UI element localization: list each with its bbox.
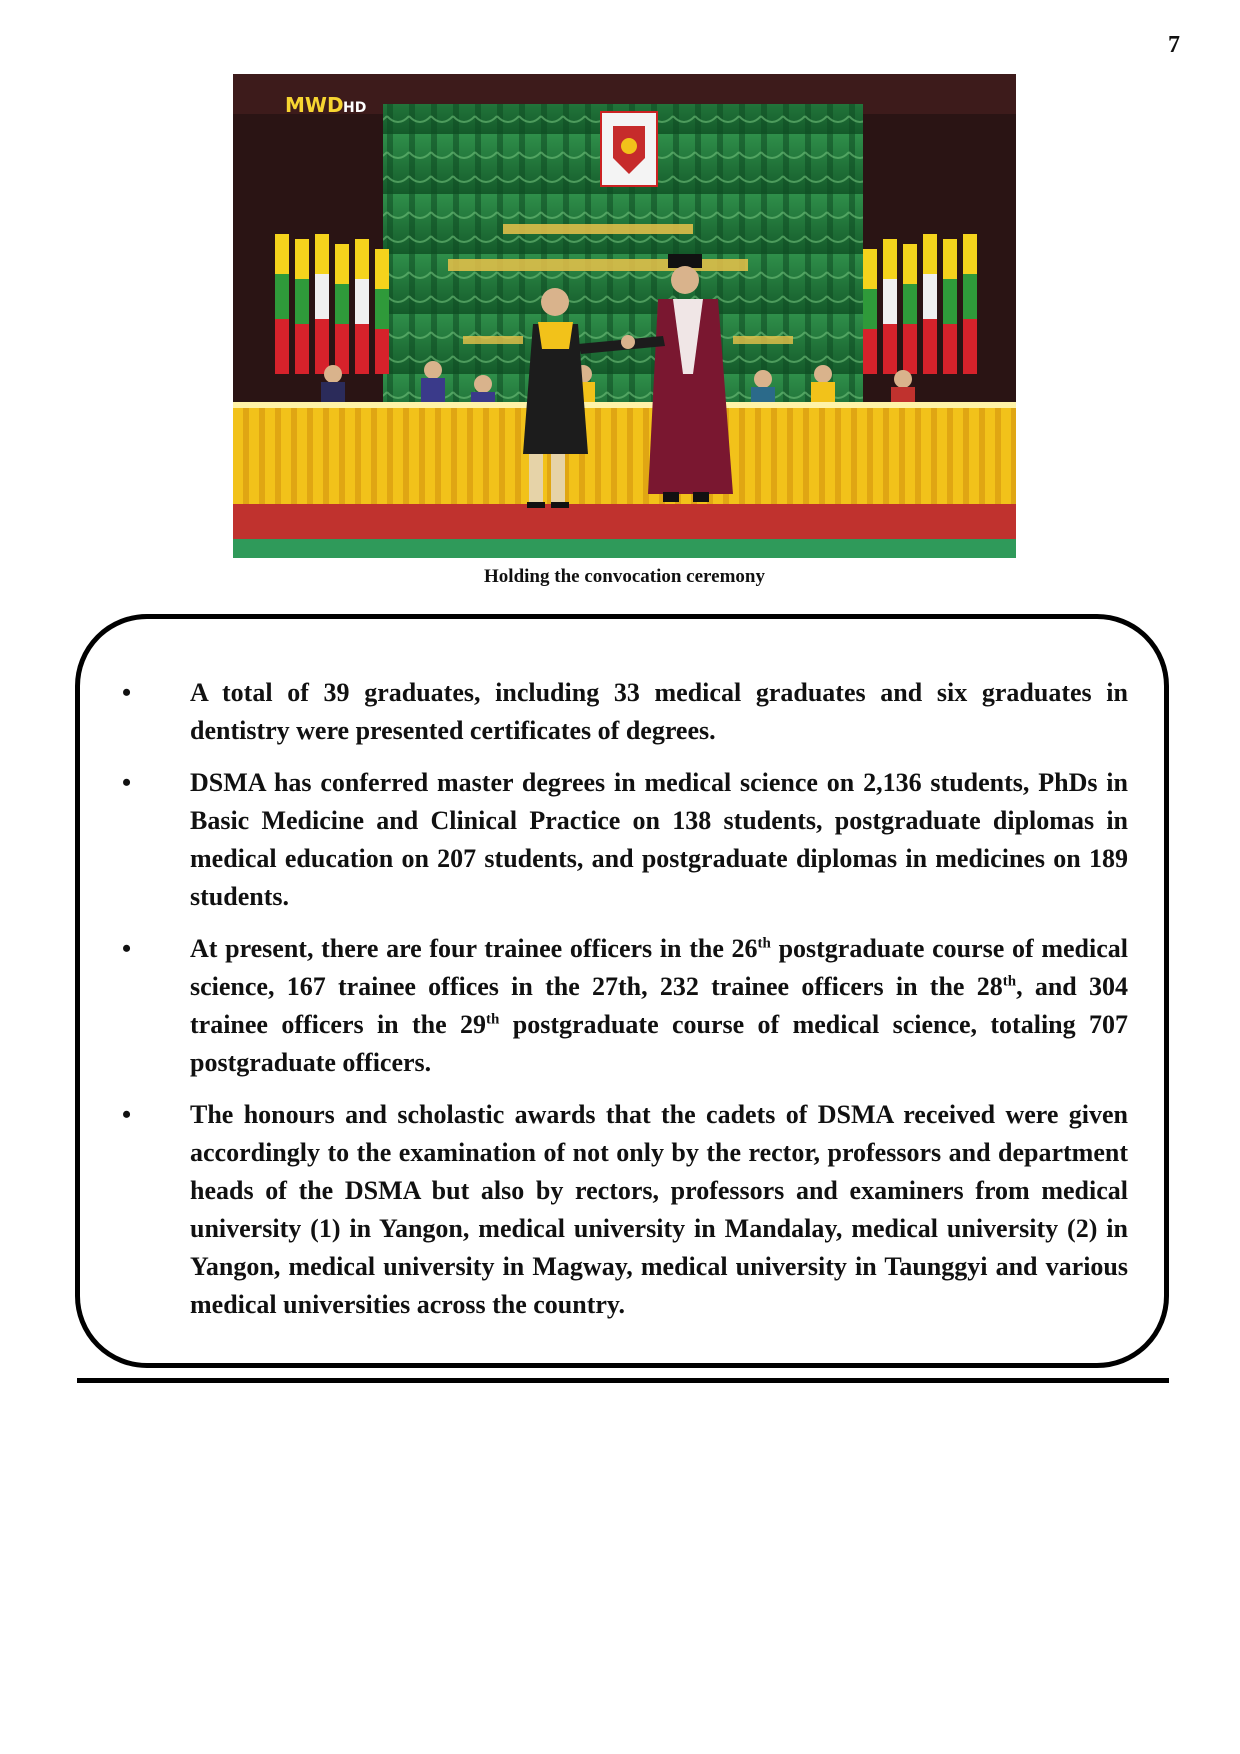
bullet-text-part: postgraduate course of medical science, 167 trainee offices in the 27th, 232 trainee officers in the 28 <box>190 934 1128 1001</box>
bullet-text <box>190 930 1128 1082</box>
list-item <box>116 1096 1128 1324</box>
page-number: 7 <box>1168 32 1180 58</box>
ordinal-suffix: th <box>1002 973 1017 990</box>
bullet-text: A total of 39 graduates, including 33 medical graduates and six graduates in dentistry were presented certificates of degrees. <box>190 678 1128 745</box>
bullet-list <box>116 674 1128 1338</box>
bullet-icon: • <box>122 768 132 797</box>
bullet-text-part: postgraduate course of medical science, totaling 707 postgraduate officers. <box>190 1010 1128 1077</box>
svg-text:MWD: MWD <box>285 93 344 117</box>
summary-box <box>75 614 1169 1368</box>
svg-text:HD: HD <box>343 100 367 116</box>
list-item <box>116 764 1128 916</box>
horizontal-divider <box>77 1378 1169 1383</box>
bullet-icon: • <box>122 678 132 707</box>
bullet-text-part: , and 304 trainee officers in the 29 <box>190 972 1128 1039</box>
bullet-icon: • <box>122 1100 132 1129</box>
list-item <box>116 674 1128 750</box>
convocation-photo <box>233 74 1016 558</box>
bullet-text: The honours and scholastic awards that the cadets of DSMA received were given accordingly to the examination of not only by the rector, professors and department heads of the DSMA but also by rectors, professors and examiners from medical university (1) in Yangon, medical university in Mandalay, medical university (2) in Yangon, medical university in Magway, medical university in Taunggyi and various medical universities across the country. <box>190 1100 1128 1319</box>
bullet-icon: • <box>122 934 132 963</box>
ordinal-suffix: th <box>486 1011 500 1028</box>
list-item <box>116 930 1128 1082</box>
bullet-text-part: At present, there are four trainee officers in the 26 <box>190 934 758 963</box>
ordinal-suffix: th <box>757 935 771 952</box>
bullet-text: DSMA has conferred master degrees in medical science on 2,136 students, PhDs in Basic Medicine and Clinical Practice on 138 students, postgraduate diplomas in medical education on 207 students, and postgraduate diplomas in medicines on 189 students. <box>190 768 1128 911</box>
photo-caption: Holding the convocation ceremony <box>484 566 765 587</box>
